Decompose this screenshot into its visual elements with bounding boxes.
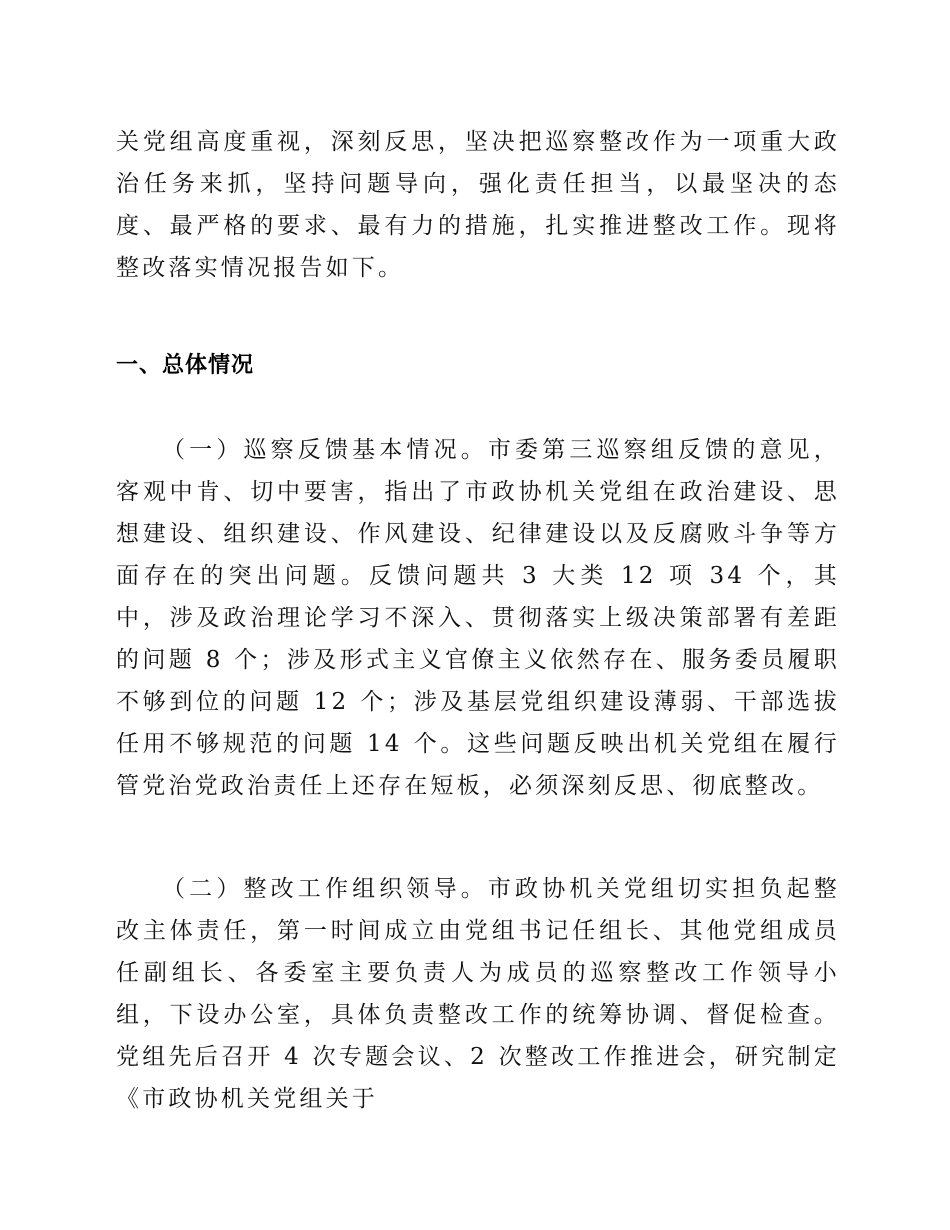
intro-paragraph: 关党组高度重视，深刻反思，坚决把巡察整改作为一项重大政治任务来抓，坚持问题导向，强化责任担当，以最坚决的态度、最严格的要求、最有力的措施，扎实推进整改工作。现将整改落实情况报告如下。 [116, 129, 840, 281]
paragraph-rectification-leadership: （二）整改工作组织领导。市政协机关党组切实担负起整改主体责任，第一时间成立由党组书记任组长、其他党组成员任副组长、各委室主要负责人为成员的巡察整改工作领导小组，下设办公室，具体负责整改工作的统筹协调、督促检查。党组先后召开 4 次专题会议、2 次整改工作推进会，研究制定《市政协机关党组关于 [116, 876, 840, 1112]
section-heading-overview: 一、总体情况 [116, 353, 255, 378]
paragraph-inspection-feedback: （一）巡察反馈基本情况。市委第三巡察组反馈的意见，客观中肯、切中要害，指出了市政协机关党组在政治建设、思想建设、组织建设、作风建设、纪律建设以及反腐败斗争等方面存在的突出问题。反馈问题共 3 大类 12 项 34 个，其中，涉及政治理论学习不深入、贯彻落实上级决策部署有差距的问题 8 个；涉及形式主义官僚主义依然存在、服务委员履职不够到位的问题 12 个；涉及基层党组织建设薄弱、干部选拔任用不够规范的问题 14 个。这些问题反映出机关党组在履行管党治党政治责任上还存在短板，必须深刻反思、彻底整改。 [116, 437, 840, 799]
